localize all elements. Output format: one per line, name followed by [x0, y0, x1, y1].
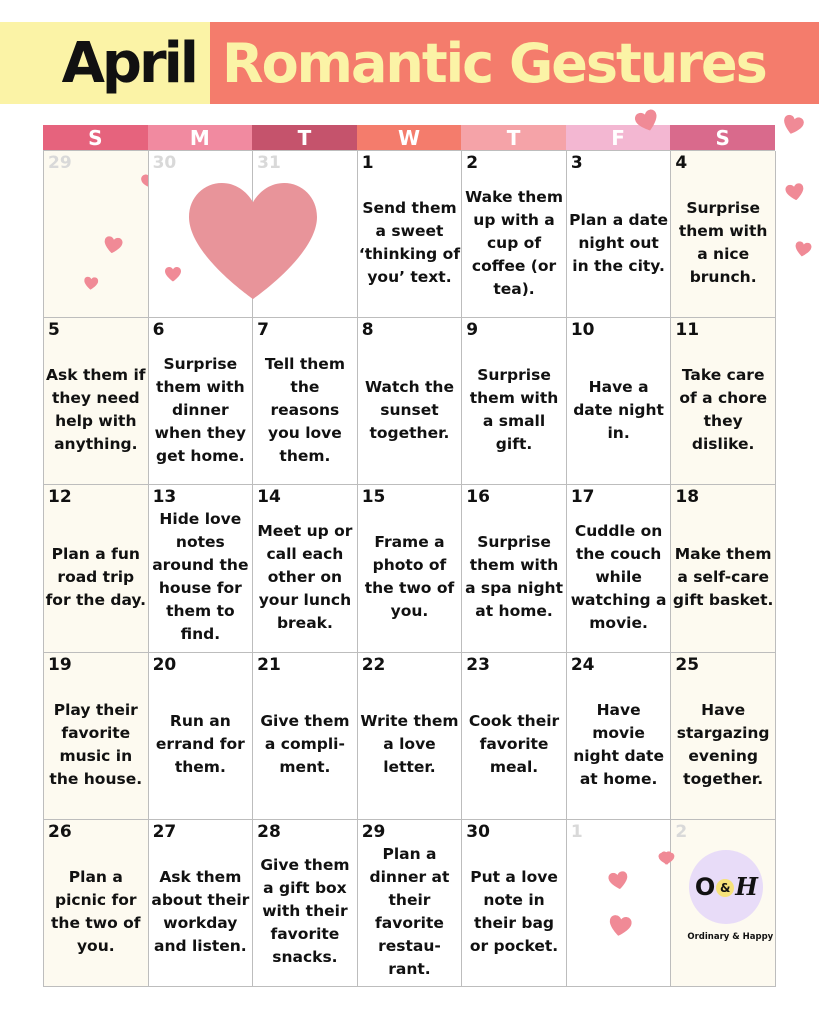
day-cell	[149, 318, 254, 485]
gesture-text: Have movie night date at home.	[573, 700, 664, 788]
gesture-text: Ask them about their workday and listen.	[151, 867, 250, 955]
day-number: 9	[466, 320, 479, 341]
gesture-text: Have a date night in.	[573, 377, 664, 442]
day-cell	[358, 151, 463, 318]
day-number: 26	[48, 821, 72, 842]
day-number: 5	[48, 320, 60, 341]
logo-mark	[695, 872, 758, 901]
day-cell	[253, 318, 358, 485]
theme-title-block	[210, 22, 819, 104]
heart-icon	[781, 114, 805, 137]
day-number: 2	[675, 821, 688, 842]
day-cell	[44, 151, 149, 318]
day-cell	[253, 485, 358, 652]
day-number: 4	[675, 153, 688, 173]
gesture-text: Give them a compli-ment.	[260, 712, 350, 777]
heart-icon	[103, 236, 124, 255]
big-heart-icon	[189, 183, 317, 299]
day-cell	[358, 653, 463, 820]
heart-icon	[607, 870, 629, 890]
day-cell	[149, 820, 254, 987]
gesture-text: Plan a date night out in the city.	[569, 210, 669, 275]
logo-letter-h: H	[735, 872, 758, 902]
day-cell	[567, 318, 672, 485]
gesture-text: Have stargazing evening together.	[676, 700, 770, 788]
day-cell	[253, 653, 358, 820]
heart-icon	[165, 267, 181, 282]
day-number: 16	[466, 487, 490, 508]
day-cell	[567, 485, 672, 652]
day-number: 10	[570, 320, 595, 341]
gesture-text: Plan a dinner at their favorite restau-rant.	[369, 844, 450, 978]
day-number: 12	[48, 487, 72, 508]
day-number: 23	[466, 654, 490, 675]
day-number: 22	[361, 654, 386, 675]
gesture-text: Surprise them with a spa night at home.	[465, 533, 563, 621]
gesture-text: Surprise them with a nice brunch.	[678, 199, 768, 287]
day-cell	[253, 820, 358, 987]
gesture-text: Surprise them with dinner when they get home.	[154, 354, 247, 465]
day-cell	[462, 485, 567, 652]
day-cell	[671, 653, 776, 820]
gesture-text: Write them a love letter.	[360, 712, 459, 777]
day-cell	[567, 653, 672, 820]
month-title: April	[61, 30, 196, 96]
day-number: 1	[361, 153, 374, 173]
day-number: 6	[152, 320, 165, 341]
gesture-text: Make them a self-care gift basket.	[672, 544, 774, 609]
title-banner	[0, 22, 819, 104]
day-cell	[358, 485, 463, 652]
day-number: 24	[570, 654, 595, 675]
logo-ampersand: &	[716, 879, 734, 897]
gesture-text: Ask them if they need help with anything.	[46, 366, 146, 454]
heart-icon	[83, 276, 98, 290]
day-cell	[358, 318, 463, 485]
day-cell	[44, 820, 149, 987]
heart-icon	[659, 851, 675, 866]
gesture-text: Wake them up with a cup of coffee (or tea).	[465, 187, 563, 298]
day-cell	[358, 820, 463, 987]
gesture-text: Tell them the reasons you love them.	[264, 354, 345, 465]
day-number: 18	[675, 487, 700, 508]
day-number: 19	[48, 654, 72, 675]
gesture-text: Plan a fun road trip for the day.	[45, 544, 146, 609]
day-number: 30	[152, 153, 177, 173]
day-number: 1	[570, 821, 583, 842]
logo-name: Ordinary & Happy	[687, 931, 774, 942]
heart-icon	[140, 171, 149, 192]
day-number: 2	[466, 153, 479, 173]
day-number: 7	[257, 320, 269, 341]
day-cell	[567, 820, 672, 987]
weekday-label: M	[148, 125, 253, 150]
brand-logo	[687, 850, 774, 942]
day-number: 3	[570, 153, 583, 173]
day-cell	[671, 151, 776, 318]
day-cell	[671, 820, 776, 987]
day-cell	[462, 820, 567, 987]
logo-letter-o: O	[694, 873, 716, 902]
gesture-text: Give them a gift box with their favorite snacks.	[260, 856, 350, 967]
weekday-label: W	[357, 125, 462, 150]
gesture-text: Meet up or call each other on your lunch break.	[257, 521, 353, 632]
day-cell	[149, 485, 254, 652]
day-number: 25	[675, 654, 700, 675]
gesture-text: Hide love notes around the house for them to find.	[152, 510, 249, 644]
day-number: 20	[152, 654, 177, 675]
day-cell	[44, 318, 149, 485]
day-cell	[671, 318, 776, 485]
gesture-text: Run an errand for them.	[155, 712, 245, 777]
weekday-label: F	[566, 125, 671, 150]
day-number: 14	[257, 487, 281, 508]
day-number: 31	[257, 153, 281, 173]
weekday-label: S	[670, 125, 775, 150]
weekday-label: S	[43, 125, 148, 150]
theme-title: Romantic Gestures	[222, 31, 766, 95]
day-number: 29	[48, 153, 72, 173]
weekday-header	[43, 125, 775, 150]
day-cell	[462, 151, 567, 318]
weekday-label: T	[252, 125, 357, 150]
gesture-text: Frame a photo of the two of you.	[364, 533, 455, 621]
day-number: 30	[466, 821, 490, 842]
day-cell	[567, 151, 672, 318]
day-number: 13	[152, 487, 177, 508]
day-number: 21	[257, 654, 281, 675]
day-cell	[44, 485, 149, 652]
month-title-block	[0, 22, 210, 104]
day-cell	[149, 653, 254, 820]
day-number: 15	[361, 487, 386, 508]
day-number: 29	[361, 821, 386, 842]
weekday-label: T	[461, 125, 566, 150]
gesture-text: Put a love note in their bag or pocket.	[469, 867, 559, 955]
heart-icon	[794, 241, 812, 258]
gesture-text: Take care of a chore they dislike.	[679, 366, 767, 454]
day-number: 28	[257, 821, 281, 842]
heart-icon	[607, 914, 632, 937]
heart-icon	[785, 183, 806, 202]
day-cell	[671, 485, 776, 652]
gesture-text: Cook their favorite meal.	[468, 712, 560, 777]
gesture-text: Play their favorite music in the house.	[49, 700, 143, 788]
day-cell	[44, 653, 149, 820]
day-cell	[462, 653, 567, 820]
gesture-text: Plan a picnic for the two of you.	[51, 867, 141, 955]
gesture-text: Surprise them with a small gift.	[469, 366, 559, 454]
logo-badge	[689, 850, 763, 924]
day-cell	[462, 318, 567, 485]
day-number: 17	[570, 487, 595, 508]
gesture-text: Watch the sunset together.	[364, 377, 454, 442]
day-cell	[149, 151, 254, 318]
gesture-text: Send them a sweet ‘thinking of you’ text.	[358, 199, 461, 287]
day-number: 27	[152, 821, 177, 842]
gesture-text: Cuddle on the couch while watching a movie.	[570, 521, 667, 632]
day-number: 11	[675, 320, 700, 341]
day-number: 8	[361, 320, 374, 341]
